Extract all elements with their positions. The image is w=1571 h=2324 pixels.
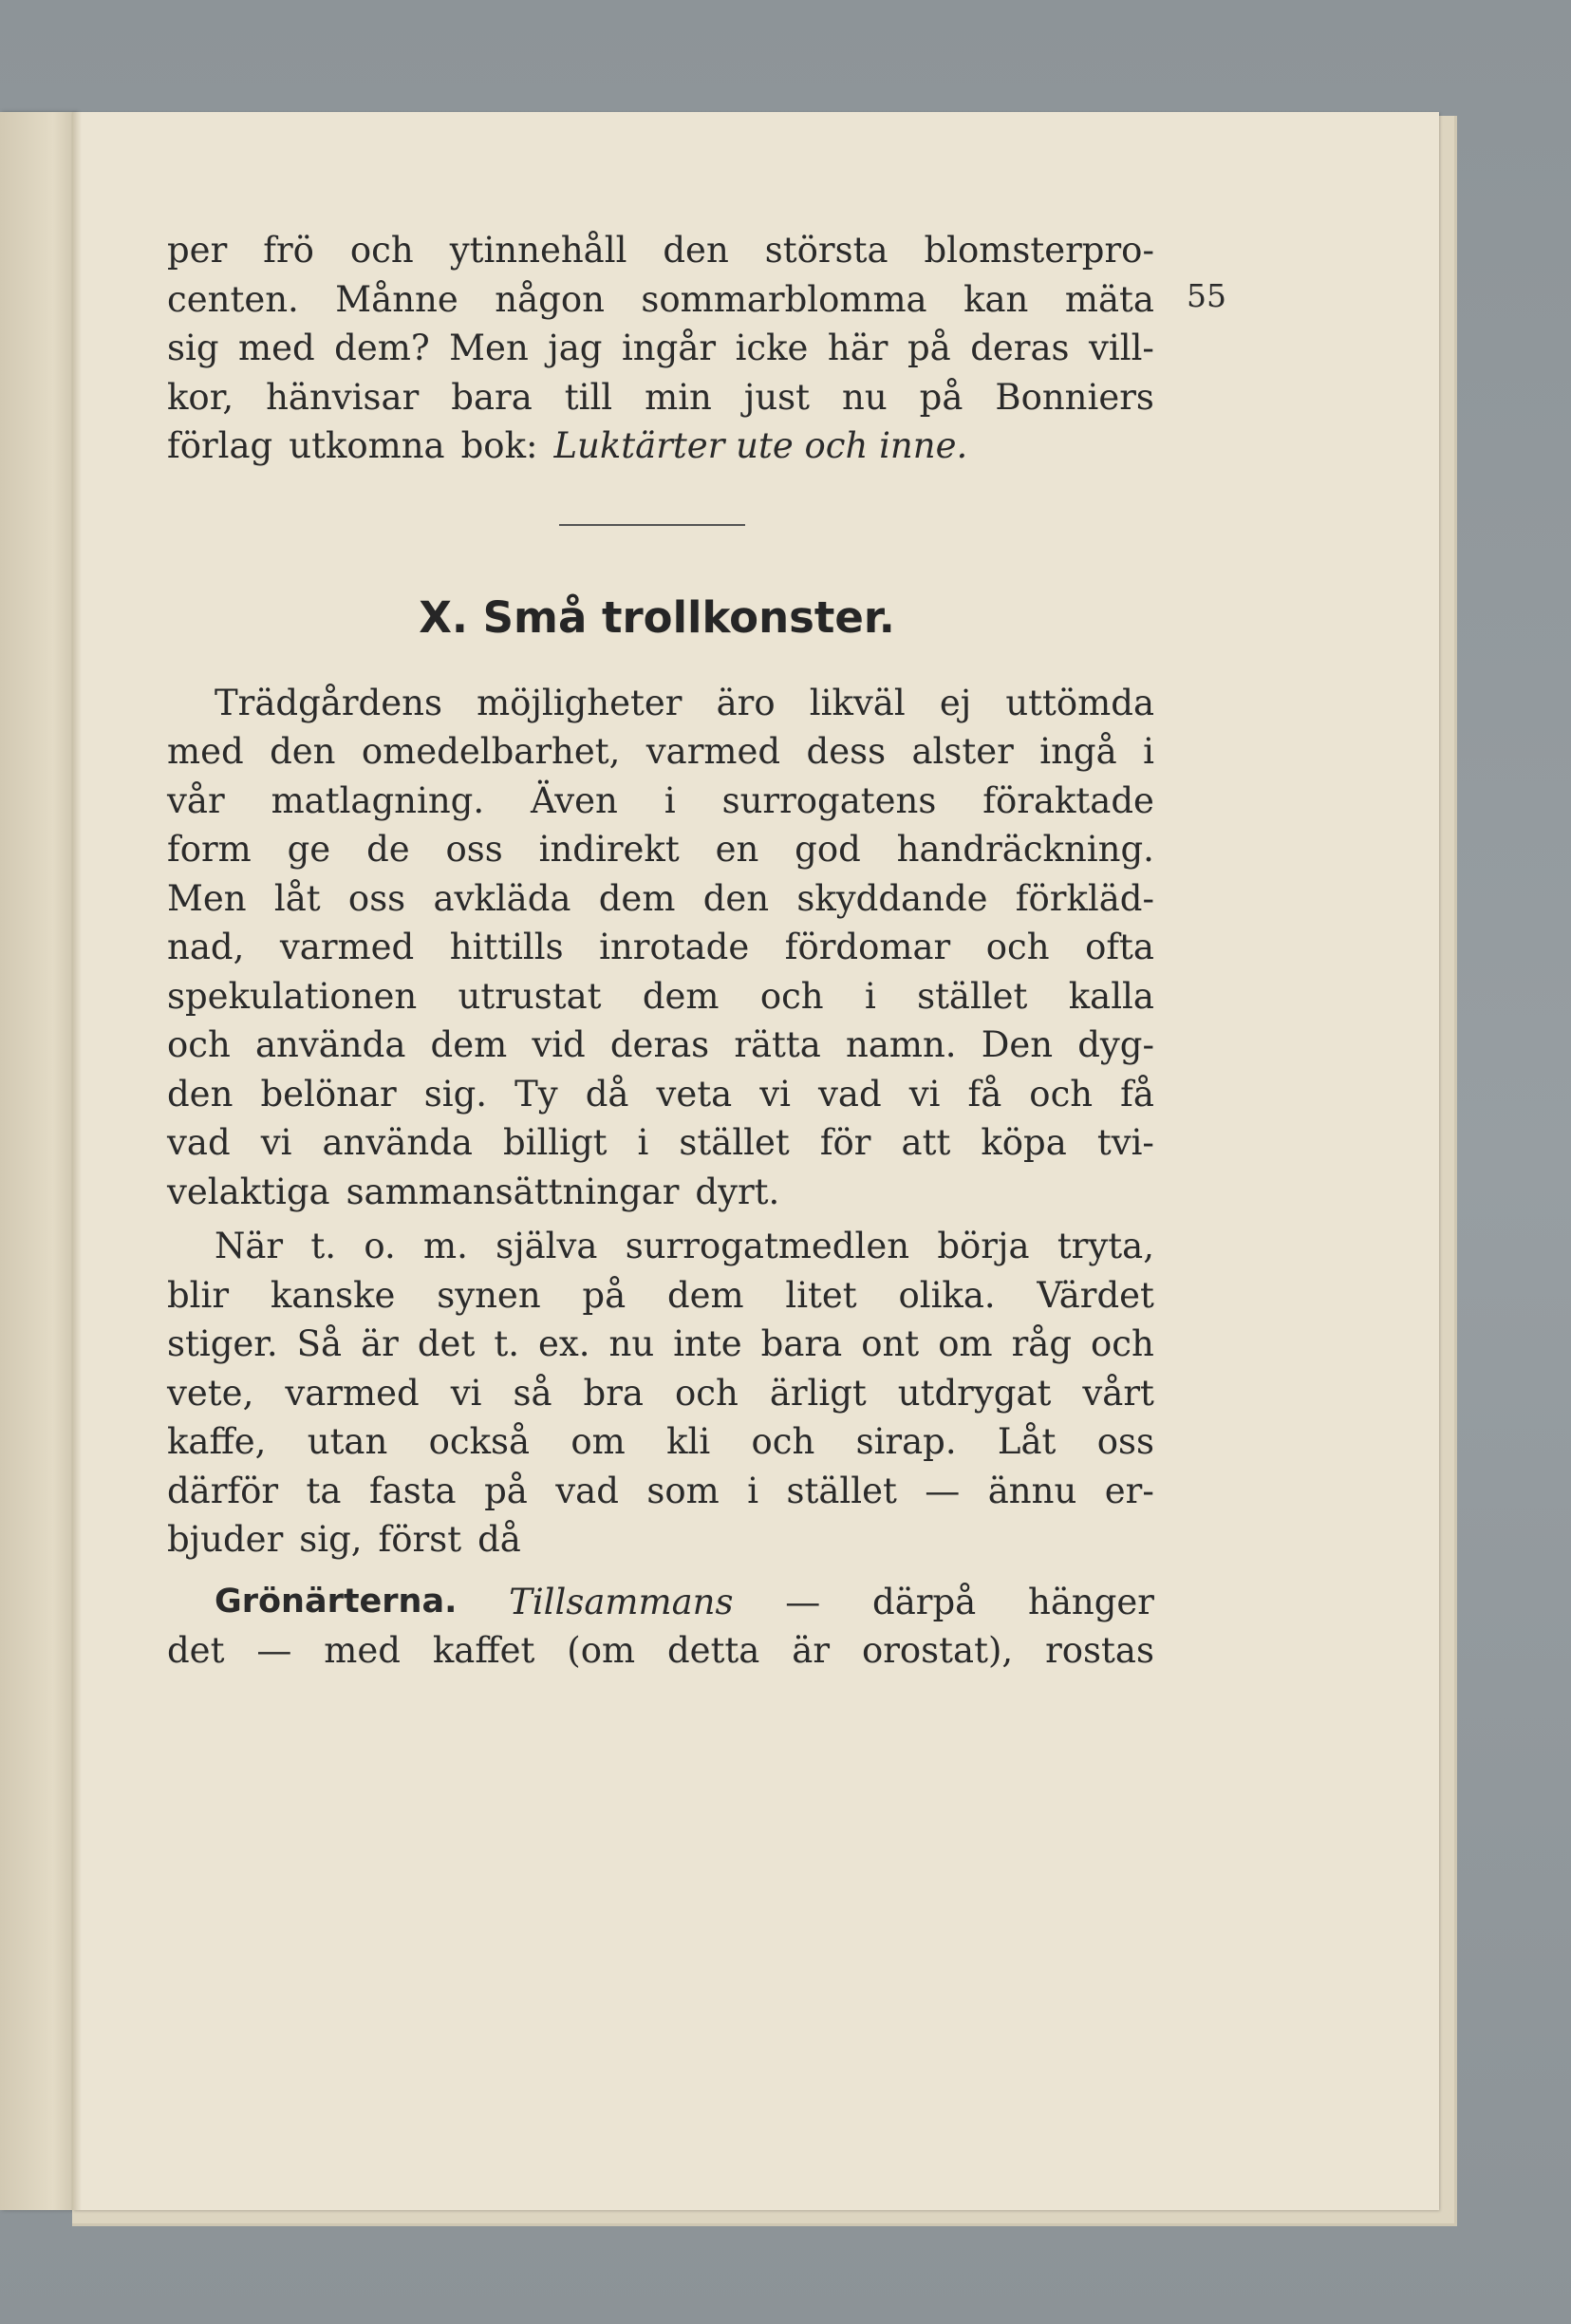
word: veta xyxy=(656,1073,733,1115)
word: blomsterpro- xyxy=(924,230,1154,271)
word: vi xyxy=(908,1073,941,1115)
word: surrogatmedlen xyxy=(625,1226,910,1266)
word: kaffet xyxy=(432,1630,535,1671)
word: ännu xyxy=(987,1470,1077,1511)
word: ont xyxy=(861,1323,920,1364)
word: på xyxy=(907,328,951,368)
word: Så xyxy=(296,1323,343,1364)
word: på xyxy=(484,1470,528,1511)
word: varmed xyxy=(279,927,415,967)
word: hänvisar xyxy=(266,376,420,418)
page-gutter xyxy=(72,112,82,2210)
word: min xyxy=(645,376,712,418)
text-line xyxy=(167,679,1154,728)
word: rostas xyxy=(1045,1630,1154,1671)
word: köpa xyxy=(981,1122,1067,1163)
word: alster xyxy=(911,731,1014,772)
word: När xyxy=(215,1226,284,1266)
word: och xyxy=(1029,1073,1094,1115)
word: använda xyxy=(254,1024,406,1065)
word: Men xyxy=(167,877,247,919)
text-line xyxy=(167,874,1154,924)
section-divider xyxy=(559,524,745,526)
word: då xyxy=(477,1519,521,1560)
word: kli xyxy=(666,1421,711,1462)
word: ytinnehåll xyxy=(449,230,627,271)
word: om xyxy=(570,1421,626,1462)
word: litet xyxy=(785,1274,857,1316)
word: sig xyxy=(167,328,219,368)
word: tryta, xyxy=(1057,1226,1154,1266)
word: förkläd- xyxy=(1015,877,1154,919)
word: kalla xyxy=(1068,975,1154,1017)
word: kaffe, xyxy=(167,1421,267,1462)
word: och xyxy=(167,1024,231,1065)
word: handräckning. xyxy=(896,829,1154,870)
text-line xyxy=(167,972,1154,1021)
word: möjligheter xyxy=(477,682,683,723)
word: med xyxy=(324,1630,401,1671)
word: namn. xyxy=(845,1024,957,1065)
word: vad xyxy=(818,1073,882,1115)
word: en xyxy=(715,829,759,870)
word: deras xyxy=(970,328,1070,368)
word: centen. xyxy=(167,278,299,320)
word: sig. xyxy=(423,1073,488,1115)
word: ärligt xyxy=(769,1372,867,1414)
word: dem xyxy=(430,1024,508,1065)
word: deras xyxy=(609,1024,710,1065)
word: icke xyxy=(735,328,809,368)
word: detta xyxy=(666,1630,760,1671)
word: någon xyxy=(495,278,605,320)
word: den xyxy=(167,1073,234,1115)
word: — xyxy=(925,1470,961,1511)
word: på xyxy=(582,1274,627,1316)
word: olika. xyxy=(898,1274,996,1316)
word: dess xyxy=(806,731,887,772)
word: därför xyxy=(167,1470,279,1511)
word: Värdet xyxy=(1037,1274,1154,1316)
word: för xyxy=(819,1122,871,1163)
word: vår xyxy=(167,779,225,821)
paragraph-1 xyxy=(167,226,1154,471)
word: utkomna xyxy=(289,425,445,466)
word: Låt xyxy=(997,1421,1057,1462)
word: den xyxy=(702,877,770,919)
word: dyrt. xyxy=(695,1171,780,1212)
word: ex. xyxy=(537,1323,590,1364)
word: och xyxy=(759,975,824,1017)
word: vi xyxy=(450,1372,482,1414)
word: billigt xyxy=(502,1122,608,1163)
word: spekulationen xyxy=(167,975,418,1017)
word: vi xyxy=(260,1122,292,1163)
word: sig, xyxy=(299,1519,363,1560)
word: och xyxy=(985,927,1050,967)
text-line xyxy=(167,727,1154,777)
word: t. xyxy=(494,1323,519,1364)
word: vad xyxy=(555,1470,619,1511)
word: o. xyxy=(364,1226,396,1266)
word: fördomar xyxy=(784,927,951,967)
word: dem xyxy=(598,877,676,919)
word: i xyxy=(864,975,876,1017)
word: det xyxy=(167,1630,225,1671)
word: vårt xyxy=(1082,1372,1154,1414)
word: bjuder xyxy=(167,1519,284,1560)
word: Månne xyxy=(335,278,458,320)
word: ingå xyxy=(1039,731,1117,772)
word: sirap. xyxy=(855,1421,957,1462)
word: de xyxy=(366,829,410,870)
word: först xyxy=(378,1519,462,1560)
word: fasta xyxy=(368,1470,457,1511)
word: velaktiga xyxy=(167,1171,330,1212)
word: här xyxy=(827,328,888,368)
word: sommarblomma xyxy=(641,278,927,320)
word: på xyxy=(919,376,963,418)
word: Men xyxy=(449,328,529,368)
word: stiger. xyxy=(167,1323,278,1364)
word: nad, xyxy=(167,927,245,967)
word: om xyxy=(938,1323,993,1364)
text-line xyxy=(167,1626,1154,1676)
word: är xyxy=(361,1323,399,1364)
word: inrotade xyxy=(599,927,750,967)
word: dem? xyxy=(334,328,430,368)
word: hänger xyxy=(1027,1581,1154,1622)
word: nu xyxy=(608,1323,655,1364)
word: själva xyxy=(496,1226,598,1266)
paragraph-4 xyxy=(167,1578,1154,1676)
word: Ty xyxy=(514,1073,558,1115)
text-line xyxy=(167,1168,1154,1217)
word: blir xyxy=(167,1274,230,1316)
word: och xyxy=(751,1421,815,1462)
text-line xyxy=(167,275,1154,325)
word: föraktade xyxy=(982,779,1154,821)
body-text xyxy=(167,226,1154,1676)
text-line xyxy=(167,1070,1154,1119)
word: Tillsammans xyxy=(509,1581,734,1622)
page-number: 55 xyxy=(1187,277,1226,314)
word: få xyxy=(1120,1073,1154,1115)
text-line xyxy=(167,1369,1154,1418)
text-line xyxy=(167,1021,1154,1070)
word: varmed xyxy=(285,1372,420,1414)
text-line xyxy=(167,1222,1154,1271)
word: nu xyxy=(842,376,888,418)
word: dem xyxy=(666,1274,744,1316)
paragraph-2 xyxy=(167,679,1154,1217)
word: Luktärter ute och inne. xyxy=(553,425,968,466)
text-line xyxy=(167,1118,1154,1168)
text-line xyxy=(167,1271,1154,1321)
text-line xyxy=(167,777,1154,826)
word: bara xyxy=(760,1323,843,1364)
word: uttömda xyxy=(1005,682,1154,723)
word: i xyxy=(637,1122,649,1163)
word: inte xyxy=(673,1323,742,1364)
word: få xyxy=(967,1073,1002,1115)
word: bara xyxy=(451,376,533,418)
word: omedelbarhet, xyxy=(361,731,621,772)
word: t. xyxy=(310,1226,337,1266)
word: orostat), xyxy=(861,1630,1014,1671)
word: också xyxy=(428,1421,531,1462)
word: Även xyxy=(531,779,618,821)
word: rätta xyxy=(734,1024,821,1065)
word: Den xyxy=(981,1024,1054,1065)
word: belönar xyxy=(260,1073,397,1115)
text-line xyxy=(167,324,1154,373)
word: indirekt xyxy=(538,829,680,870)
word: form xyxy=(167,829,252,870)
word: ej xyxy=(939,682,972,723)
word: — xyxy=(256,1630,292,1671)
text-line xyxy=(167,1320,1154,1369)
word: jag xyxy=(548,328,603,368)
word: den xyxy=(663,230,729,271)
text-line xyxy=(167,1578,1154,1627)
word: vad xyxy=(167,1122,231,1163)
word: med xyxy=(238,328,315,368)
word: som xyxy=(646,1470,720,1511)
word: per xyxy=(167,230,228,271)
word: stället xyxy=(786,1470,897,1511)
word: surrogatens xyxy=(721,779,937,821)
text-line xyxy=(167,226,1154,275)
word: är xyxy=(792,1630,831,1671)
word: — xyxy=(785,1581,821,1622)
word: varmed xyxy=(645,731,781,772)
text-line xyxy=(167,1515,1154,1565)
text-line xyxy=(167,923,1154,972)
word: sammansättningar xyxy=(346,1171,680,1212)
word: i xyxy=(1143,731,1154,772)
word: därpå xyxy=(872,1581,977,1622)
word: hittills xyxy=(449,927,564,967)
word: då xyxy=(585,1073,629,1115)
word: kor, xyxy=(167,376,234,418)
text-line xyxy=(167,1467,1154,1516)
word: oss xyxy=(347,877,406,919)
word: att xyxy=(901,1122,951,1163)
word: kanske xyxy=(270,1274,396,1316)
word: vete, xyxy=(167,1372,254,1414)
word: matlagning. xyxy=(271,779,485,821)
word: god xyxy=(795,829,861,870)
word: kan xyxy=(963,278,1029,320)
word: dem xyxy=(642,975,720,1017)
word: i xyxy=(747,1470,759,1511)
word: det xyxy=(417,1323,476,1364)
word: i xyxy=(664,779,676,821)
word: utdrygat xyxy=(897,1372,1052,1414)
word: dyg- xyxy=(1077,1024,1154,1065)
word: och xyxy=(674,1372,739,1414)
word: mäta xyxy=(1064,278,1154,320)
word: råg xyxy=(1011,1323,1073,1364)
word: och xyxy=(1091,1323,1154,1364)
word: börja xyxy=(937,1226,1030,1266)
word: tvi- xyxy=(1096,1122,1154,1163)
word: utan xyxy=(307,1421,388,1462)
word: frö xyxy=(263,230,314,271)
word: den xyxy=(270,731,336,772)
word: äro xyxy=(716,682,776,723)
word: så xyxy=(513,1372,552,1414)
word: stället xyxy=(679,1122,790,1163)
word: Trädgårdens xyxy=(215,682,442,723)
word: största xyxy=(764,230,888,271)
word: bok: xyxy=(460,425,538,466)
word: oss xyxy=(445,829,503,870)
word: låt xyxy=(273,877,321,919)
text-line xyxy=(167,422,1154,471)
word: utrustat xyxy=(458,975,602,1017)
word: ta xyxy=(306,1470,342,1511)
word: er- xyxy=(1104,1470,1154,1511)
word: vid xyxy=(532,1024,586,1065)
word: ofta xyxy=(1085,927,1154,967)
text-line xyxy=(167,1417,1154,1467)
word: ge xyxy=(287,829,331,870)
text-line xyxy=(167,825,1154,874)
word: till xyxy=(564,376,613,418)
word: med xyxy=(167,731,244,772)
paragraph-3 xyxy=(167,1222,1154,1565)
section-heading: X. Små trollkonster. xyxy=(419,591,895,643)
word: vi xyxy=(759,1073,791,1115)
word: oss xyxy=(1096,1421,1154,1462)
word: avkläda xyxy=(433,877,571,919)
word: bra xyxy=(583,1372,644,1414)
text-line xyxy=(167,373,1154,422)
word: synen xyxy=(437,1274,541,1316)
word: och xyxy=(349,230,414,271)
word: skyddande xyxy=(796,877,988,919)
word: Bonniers xyxy=(995,376,1154,418)
word: vill- xyxy=(1089,328,1154,368)
word: likväl xyxy=(809,682,906,723)
word: förlag xyxy=(167,425,273,466)
facing-page-edge xyxy=(0,112,76,2210)
word: just xyxy=(743,376,811,418)
word: stället xyxy=(917,975,1028,1017)
word: (om xyxy=(567,1630,636,1671)
word: ingår xyxy=(621,328,717,368)
word: m. xyxy=(423,1226,468,1266)
word: använda xyxy=(322,1122,473,1163)
word: Grönärterna. xyxy=(215,1582,458,1621)
